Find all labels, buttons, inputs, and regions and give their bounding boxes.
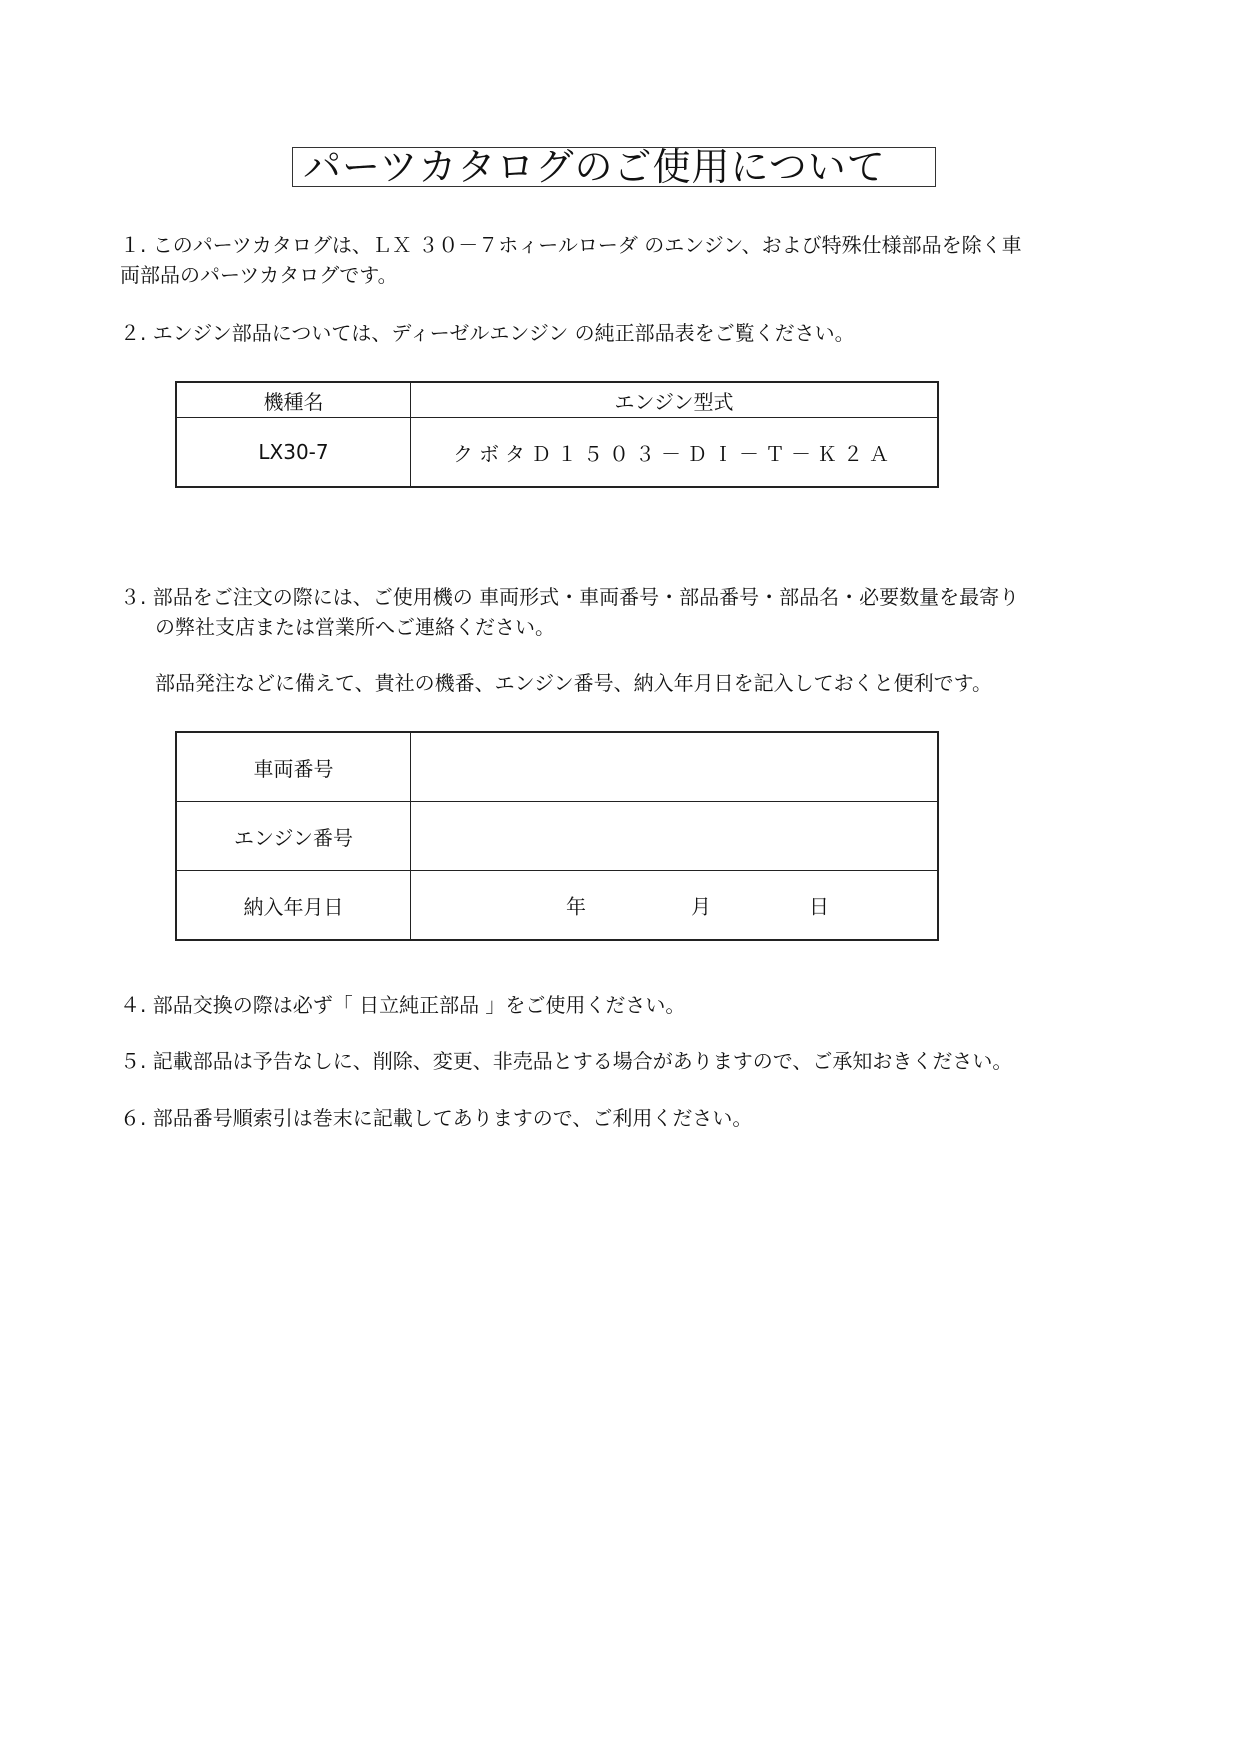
table-row [176, 732, 938, 802]
engine-type-table [175, 381, 939, 488]
month-unit: 月 [691, 894, 711, 919]
item-6-text-1: 部品番号順索引は巻末に記載してありますので、ご利用ください。 [152, 1106, 753, 1130]
item-3-line-1 [120, 582, 1019, 612]
record-table [175, 731, 939, 941]
delivery-date-field[interactable] [411, 871, 939, 941]
engine-number-field[interactable] [411, 802, 939, 871]
item-2-line-1 [120, 318, 855, 348]
item-5-text-1: 記載部品は予告なしに、削除、変更、非売品とする場合がありますので、ご承知おきください。 [152, 1049, 1013, 1073]
item-3-line-2 [155, 612, 555, 642]
page-title: パーツカタログのご使用について [303, 145, 886, 189]
item-3-text-3: 部品発注などに備えて、貴社の機番、エンジン番号、納入年月日を記入しておくと便利です。 [155, 671, 992, 695]
item-2-text-1: エンジン部品については、ディーゼルエンジン の純正部品表をご覧ください。 [152, 321, 855, 345]
day-unit: 日 [809, 894, 829, 919]
item-4-line-1 [120, 990, 685, 1020]
item-2-number: ２. [120, 321, 147, 345]
header-model-cell: 機種名 [176, 382, 411, 418]
table-row [176, 418, 938, 488]
item-4-number: ４. [120, 993, 147, 1017]
item-1-line-1 [120, 230, 1022, 260]
item-1-line-2 [120, 260, 398, 290]
engine-model-cell: クボタＤ１５０３－ＤＩ－Ｔ－Ｋ２Ａ [411, 418, 939, 488]
item-3-text-1: 部品をご注文の際には、ご使用機の 車両形式・車両番号・部品番号・部品名・必要数量を最寄り [152, 585, 1020, 609]
vehicle-number-field[interactable] [411, 732, 939, 802]
engine-number-label: エンジン番号 [176, 802, 411, 871]
table-row [176, 382, 938, 418]
item-1-number: １. [120, 233, 147, 257]
title-box [292, 147, 936, 187]
table-row [176, 802, 938, 871]
item-1-text-2: 両部品のパーツカタログです。 [120, 263, 398, 287]
header-engine-cell: エンジン型式 [411, 382, 939, 418]
item-6-number: ６. [120, 1106, 147, 1130]
item-3-number: ３. [120, 585, 147, 609]
year-unit: 年 [566, 894, 586, 919]
item-3-text-2: の弊社支店または営業所へご連絡ください。 [155, 615, 555, 639]
table-row [176, 871, 938, 941]
item-3-line-3 [155, 668, 992, 698]
item-5-number: ５. [120, 1049, 147, 1073]
delivery-date-label: 納入年月日 [176, 871, 411, 941]
item-6-line-1 [120, 1103, 752, 1133]
model-cell: LX30-7 [176, 418, 411, 488]
vehicle-number-label: 車両番号 [176, 732, 411, 802]
item-5-line-1 [120, 1046, 1012, 1076]
item-1-text-1: このパーツカタログは、ＬＸ ３０－７ホィールローダ のエンジン、および特殊仕様部品を除く車 [152, 233, 1022, 257]
item-4-text-1: 部品交換の際は必ず「 日立純正部品 」をご使用ください。 [152, 993, 686, 1017]
